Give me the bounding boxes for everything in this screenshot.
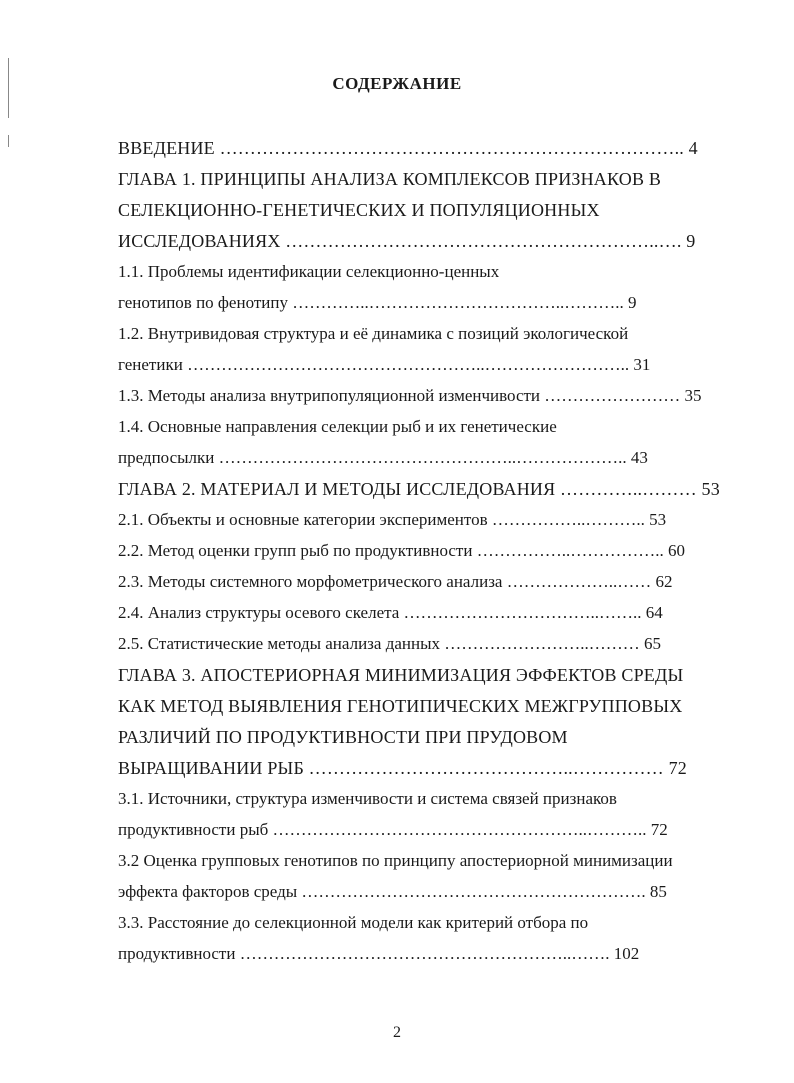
toc-entry: 1.1. Проблемы идентификации селекционно-ценных — [118, 262, 500, 281]
toc-entry: ВЫРАЩИВАНИИ РЫБ ……………………………………..…………… 72 — [118, 758, 687, 778]
toc-entry: генотипов по фенотипу …………..……………………………..……….. 9 — [118, 293, 637, 312]
toc-entry: предпосылки ……………………………………………..……………….. 43 — [118, 448, 648, 467]
toc-entry: СЕЛЕКЦИОННО-ГЕНЕТИЧЕСКИХ И ПОПУЛЯЦИОННЫХ — [118, 200, 600, 220]
toc-entry: 2.3. Методы системного морфометрического анализа ………………..…… 62 — [118, 572, 673, 591]
toc-entry: 1.3. Методы анализа внутрипопуляционной изменчивости …………………… 35 — [118, 386, 702, 405]
toc-entry: 2.4. Анализ структуры осевого скелета ……………………………..…….. 64 — [118, 603, 663, 622]
toc-entry: 1.4. Основные направления селекции рыб и их генетические — [118, 417, 557, 436]
toc-entry: ИССЛЕДОВАНИЯХ ……………………………………………………..…. 9 — [118, 231, 696, 251]
toc-entry: ВВЕДЕНИЕ ………………………………………………………………….. 4 — [118, 138, 698, 158]
page-number: 2 — [393, 1024, 401, 1041]
toc-entry: КАК МЕТОД ВЫЯВЛЕНИЯ ГЕНОТИПИЧЕСКИХ МЕЖГРУППОВЫХ — [118, 696, 683, 716]
scan-margin-mark — [8, 135, 9, 147]
toc-entry: эффекта факторов среды ……………………………………………………. 85 — [118, 882, 667, 901]
page-title: СОДЕРЖАНИЕ — [332, 74, 462, 93]
toc-entry: ГЛАВА 1. ПРИНЦИПЫ АНАЛИЗА КОМПЛЕКСОВ ПРИЗНАКОВ В — [118, 169, 662, 189]
toc-entry: 3.1. Источники, структура изменчивости и система связей признаков — [118, 789, 617, 808]
toc-entry: 2.5. Статистические методы анализа данных ……………………..……… 65 — [118, 634, 662, 653]
toc-entry: РАЗЛИЧИЙ ПО ПРОДУКТИВНОСТИ ПРИ ПРУДОВОМ — [118, 727, 568, 747]
toc-entry: 3.3. Расстояние до селекционной модели как критерий отбора по — [118, 913, 589, 932]
toc-entry: продуктивности …………………………………………………..……. 102 — [118, 944, 640, 963]
toc-entry: генетики ……………………………………………..…………………….. 31 — [118, 355, 651, 374]
toc-entry: ГЛАВА 2. МАТЕРИАЛ И МЕТОДЫ ИССЛЕДОВАНИЯ …………..……… 53 — [118, 479, 720, 499]
toc-entry: 3.2 Оценка групповых генотипов по принципу апостериорной минимизации — [118, 851, 673, 870]
toc-entry: продуктивности рыб ………………………………………………..……….. 72 — [118, 820, 668, 839]
toc-entry: 2.2. Метод оценки групп рыб по продуктивности ……………..…………….. 60 — [118, 541, 685, 560]
toc-entry: 2.1. Объекты и основные категории экспериментов ……………..……….. 53 — [118, 510, 667, 529]
toc-entry: ГЛАВА 3. АПОСТЕРИОРНАЯ МИНИМИЗАЦИЯ ЭФФЕКТОВ СРЕДЫ — [118, 665, 684, 685]
toc-entry: 1.2. Внутривидовая структура и её динамика с позиций экологической — [118, 324, 629, 343]
